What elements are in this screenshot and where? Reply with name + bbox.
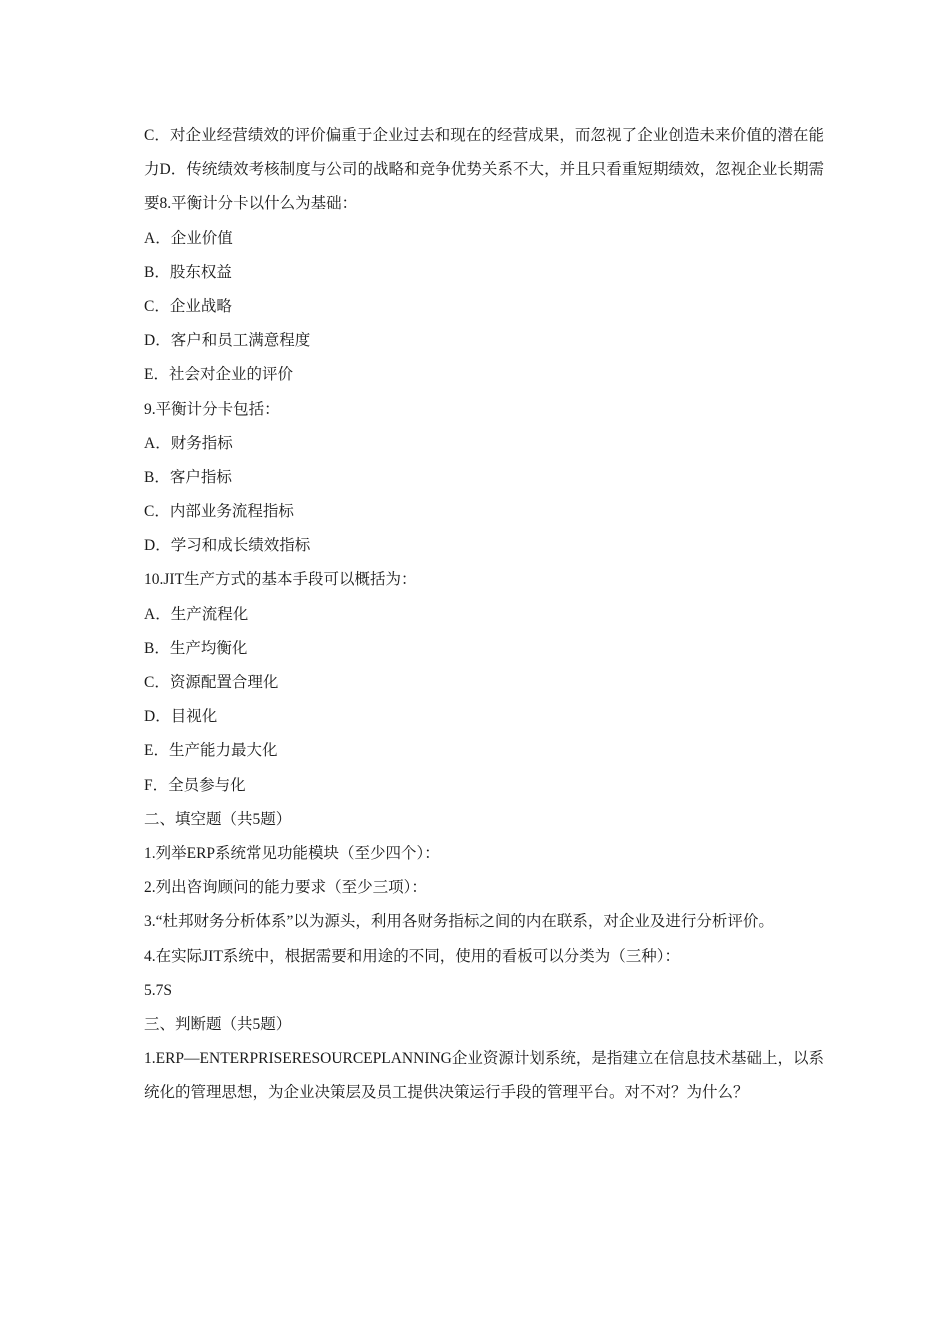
option-8e: E．社会对企业的评价 [144,366,293,384]
option-10a: A．生产流程化 [144,605,249,623]
judge-question-1: 1.ERP—ENTERPRISERESOURCEPLANNING企业资源计划系统，是指建立在信息技术基础上，以系统化的管理思想，为企业决策层及员工提供决策运行手段的管理平台。对不对？为什么？ [144,1050,824,1102]
question-9: 9.平衡计分卡包括： [144,400,280,418]
fill-question-5: 5.7S [144,981,172,999]
section-heading-true-false: 三、判断题（共5题） [144,1015,292,1033]
option-8b: B．股东权益 [144,263,232,281]
question-7-continuation: C．对企业经营绩效的评价偏重于企业过去和现在的经营成果，而忽视了企业创造未来价值的潜在能力D．传统绩效考核制度与公司的战略和竞争优势关系不大，并且只看重短期绩效，忽视企业长期需要8.平衡计分卡以什么为基础： [144,127,824,213]
option-9a: A．财务指标 [144,434,233,452]
option-10b: B．生产均衡化 [144,639,248,657]
option-10c: C．资源配置合理化 [144,674,279,692]
option-10e: E．生产能力最大化 [144,742,278,760]
option-8c: C．企业战略 [144,297,232,315]
option-10f: F．全员参与化 [144,776,246,794]
fill-question-3: 3.“杜邦财务分析体系”以为源头，利用各财务指标之间的内在联系，对企业及进行分析评价。 [144,913,774,931]
option-9c: C．内部业务流程指标 [144,503,294,521]
option-10d: D．目视化 [144,708,218,726]
fill-question-1: 1.列举ERP系统常见功能模块（至少四个）： [144,844,440,862]
option-8a: A．企业价值 [144,229,233,247]
option-9d: D．学习和成长绩效指标 [144,537,311,555]
option-8d: D．客户和员工满意程度 [144,332,311,350]
document-body [144,119,824,1111]
fill-question-2: 2.列出咨询顾问的能力要求（至少三项）： [144,879,427,897]
option-9b: B．客户指标 [144,468,232,486]
fill-question-4: 4.在实际JIT系统中，根据需要和用途的不同，使用的看板可以分类为（三种）： [144,947,681,965]
question-10: 10.JIT生产方式的基本手段可以概括为： [144,571,417,589]
section-heading-fill-blank: 二、填空题（共5题） [144,810,292,828]
